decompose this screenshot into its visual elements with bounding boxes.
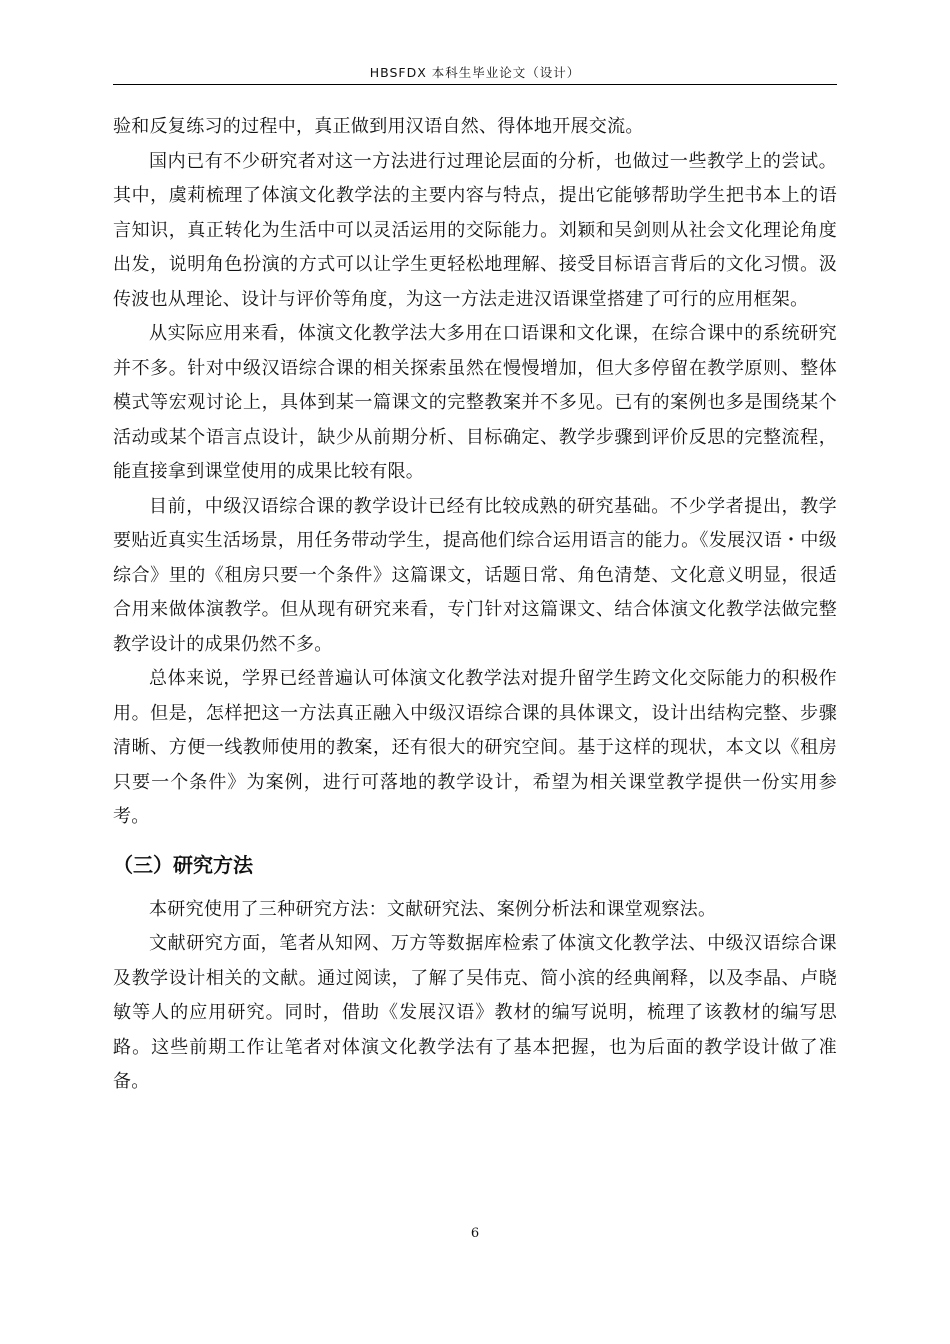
body-paragraph-continued: 验和反复练习的过程中，真正做到用汉语自然、得体地开展交流。 xyxy=(113,116,644,137)
body-paragraph: 总体来说，学界已经普遍认可体演文化教学法对提升留学生跨文化交际能力的积极作用。但是，怎样把这一方法真正融入中级汉语综合课的具体课文，设计出结构完整、步骤清晰、方便一线教师使用的教案，还有很大的研究空间。基于这样的现状，本文以《租房只要一个条件》为案例，进行可落地的教学设计，希望为相关课堂教学提供一份实用参考。 xyxy=(113,668,837,827)
body-paragraph: 目前，中级汉语综合课的教学设计已经有比较成熟的研究基础。不少学者提出，教学要贴近真实生活场景，用任务带动学生，提高他们综合运用语言的能力。《发展汉语・中级综合》里的《租房只要一个条件》这篇课文，话题日常、角色清楚、文化意义明显，很适合用来做体演教学。但从现有研究来看，专门针对这篇课文、结合体演文化教学法做完整教学设计的成果仍然不多。 xyxy=(113,495,837,655)
body-paragraph: 从实际应用来看，体演文化教学法大多用在口语课和文化课，在综合课中的系统研究并不多。针对中级汉语综合课的相关探索虽然在慢慢增加，但大多停留在教学原则、整体模式等宏观讨论上，具体到某一篇课文的完整教案并不多见。已有的案例也多是围绕某个活动或某个语言点设计，缺少从前期分析、目标确定、教学步骤到评价反思的完整流程，能直接拿到课堂使用的成果比较有限。 xyxy=(113,323,837,482)
body-paragraph: 国内已有不少研究者对这一方法进行过理论层面的分析，也做过一些教学上的尝试。其中，虞莉梳理了体演文化教学法的主要内容与特点，提出它能够帮助学生把书本上的语言知识，真正转化为生活中可以灵活运用的交际能力。刘颖和吴剑则从社会文化理论角度出发，说明角色扮演的方式可以让学生更轻松地理解、接受目标语言背后的文化习惯。汲传波也从理论、设计与评价等角度，为这一方法走进汉语课堂搭建了可行的应用框架。 xyxy=(113,150,837,310)
method-paragraph: 文献研究方面，笔者从知网、万方等数据库检索了体演文化教学法、中级汉语综合课及教学设计相关的文献。通过阅读，了解了吴伟克、简小滨的经典阐释，以及李晶、卢晓敏等人的应用研究。同时，借助《发展汉语》教材的编写说明，梳理了该教材的编写思路。这些前期工作让笔者对体演文化教学法有了基本把握，也为后面的教学设计做了准备。 xyxy=(113,933,837,1092)
page-body xyxy=(113,110,837,1100)
page-header: HBSFDX 本科生毕业论文（设计） xyxy=(369,65,581,80)
method-paragraph: 本研究使用了三种研究方法：文献研究法、案例分析法和课堂观察法。 xyxy=(149,898,717,920)
page-number: 6 xyxy=(470,1226,480,1241)
section-heading: （三）研究方法 xyxy=(113,852,253,877)
header-rule xyxy=(113,84,837,85)
